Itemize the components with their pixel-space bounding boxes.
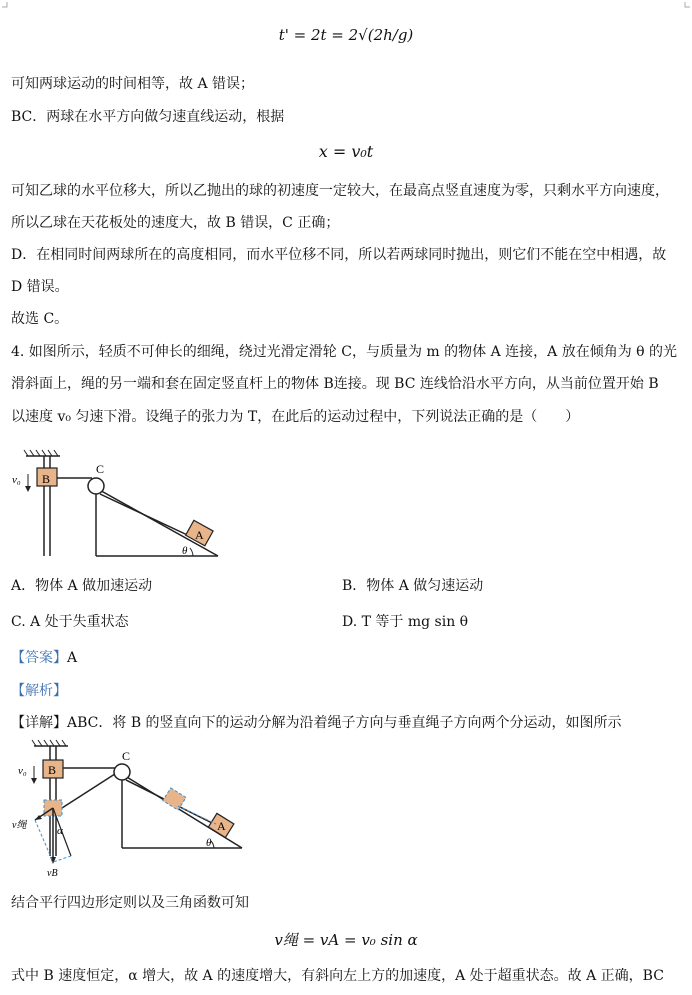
label-a: A [195,528,204,542]
paragraph-5: D．在相同时间两球所在的高度相同，而水平位移不同，所以若两球同时抛出，则它们不能在空中相遇，故 [11,247,667,263]
crop-mark-right [684,2,690,8]
question-4-line-1: 4. 如图所示，轻质不可伸长的细绳，绕过光滑定滑轮 C，与质量为 m 的物体 A 连接，A 放在倾角为 θ 的光 [11,344,678,360]
detail-line [11,713,622,733]
paragraph-2: BC．两球在水平方向做匀速直线运动，根据 [11,109,285,125]
detail-tag: 【详解】 [11,715,67,731]
answer-value: A [67,650,78,666]
label-alpha: α [57,825,63,837]
velocity-decomposition-figure [8,738,248,878]
paragraph-8: 结合平行四边形定则以及三角函数可知 [11,895,249,911]
label-b: B [42,472,51,486]
option-b[interactable]: B．物体 A 做匀速运动 [342,578,484,594]
pulley-c-2 [114,764,130,780]
crop-mark-left [2,2,8,8]
pulley-c [88,478,104,494]
paragraph-9: 式中 B 速度恒定，α 增大，故 A 的速度增大，有斜向左上方的加速度，A 处于超重状态。故 A 正确，BC [11,968,664,984]
label-c-2: C [122,749,131,763]
formula-displacement: x = v₀t [318,142,374,161]
option-a[interactable]: A．物体 A 做加速运动 [11,578,153,594]
label-v0: v₀ [12,474,21,486]
answer-tag: 【答案】 [11,650,67,666]
paragraph-3: 可知乙球的水平位移大，所以乙抛出的球的初速度一定较大，在最高点竖直速度为零，只剩水平方向速度， [11,183,669,199]
label-b-2: B [48,763,57,777]
label-vrope: v绳 [12,820,27,831]
pulley-incline-figure [8,446,228,564]
option-c[interactable]: C. A 处于失重状态 [11,614,129,630]
paragraph-7: 故选 C。 [11,311,69,327]
label-a-2: A [217,819,226,833]
label-c: C [96,462,105,476]
answer-line [11,648,77,668]
paragraph-1: 可知两球运动的时间相等，故 A 错误； [11,76,255,92]
analysis-tag: 【解析】 [11,683,67,699]
formula-time: t' = 2t = 2√(2h/g) [278,26,414,44]
block-a-moved [163,788,186,810]
detail-text: ABC．将 B 的竖直向下的运动分解为沿着绳子方向与垂直绳子方向两个分运动，如图所示 [67,715,622,731]
label-v0-2: v₀ [18,765,27,777]
formula-velocity: v绳 = vA = v₀ sin α [274,931,418,949]
paragraph-6: D 错误。 [11,279,69,295]
label-vb: vB [47,868,58,878]
label-theta: θ [182,545,188,557]
question-4-line-2: 滑斜面上，绳的另一端和套在固定竖直杆上的物体 B连接。现 BC 连线恰沿水平方向，从当前位置开始 B [11,376,659,392]
question-4-line-3: 以速度 v₀ 匀速下滑。设绳子的张力为 T，在此后的运动过程中，下列说法正确的是（ ） [11,409,580,425]
option-d[interactable]: D. T 等于 mg sin θ [342,614,469,630]
label-theta-2: θ [206,837,212,849]
paragraph-4: 所以乙球在天花板处的速度大，故 B 错误，C 正确； [11,215,340,231]
